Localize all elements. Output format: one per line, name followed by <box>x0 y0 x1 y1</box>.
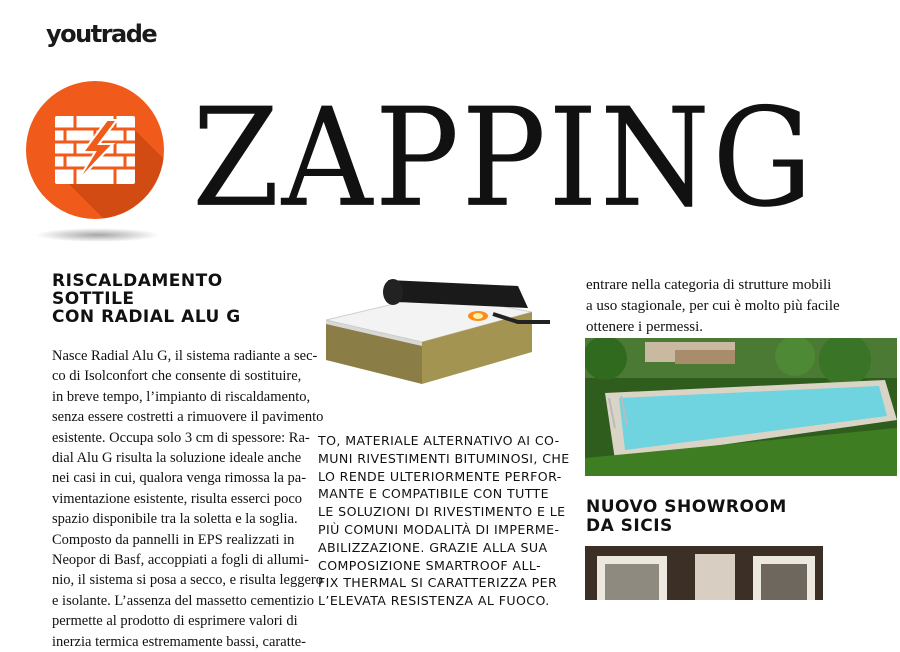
title-line: CON RADIAL ALU G <box>52 307 241 327</box>
article4-title <box>586 498 876 536</box>
swimming-pool-image <box>585 338 897 476</box>
title-line: RISCALDAMENTO <box>52 271 223 291</box>
body-line: dial Alu G risulta la soluzione ideale anche <box>52 450 302 467</box>
body-line: PIÙ COMUNI MODALITÀ DI IMPERME- <box>318 521 560 537</box>
body-line: nio, il sistema si posa a secco, e risulta leggero <box>52 572 323 589</box>
insulation-panel-illustration <box>318 272 568 397</box>
body-line: MUNI RIVESTIMENTI BITUMINOSI, CHE <box>318 450 570 466</box>
body-line: LO RENDE ULTERIORMENTE PERFOR- <box>318 468 562 484</box>
body-line: e isolante. L’assenza del massetto cementizio <box>52 592 314 609</box>
article1-body <box>52 346 324 652</box>
body-line: Composto da pannelli in EPS realizzati in <box>52 531 295 548</box>
body-line: inerzia termica estremamente bassi, caratte- <box>52 633 307 650</box>
body-line: esistente. Occupa solo 3 cm di spessore: Ra- <box>52 429 310 446</box>
product-image <box>318 272 568 397</box>
article3-body <box>586 275 876 338</box>
body-line: L’ELEVATA RESISTENZA AL FUOCO. <box>318 593 550 609</box>
body-line: co di Isolconfort che consente di sostituire, <box>52 368 302 385</box>
showroom-image <box>585 546 823 600</box>
masthead-title: ZAPPING <box>192 78 815 238</box>
body-line: senza essere costretti a rimuovere il pavimento <box>52 409 324 426</box>
body-line: COMPOSIZIONE SMARTROOF ALL- <box>318 557 542 573</box>
body-line: Neopor di Basf, accoppiati a fogli di allumi- <box>52 552 309 569</box>
zapping-badge <box>25 80 165 220</box>
body-line: FIX THERMAL SI CARATTERIZZA PER <box>318 575 558 591</box>
body-line: vimentazione esistente, risulta esserci poco <box>52 490 303 507</box>
body-line: in breve tempo, l’impianto di riscaldamento, <box>52 388 311 405</box>
title-line: SOTTILE <box>52 289 135 309</box>
pool-photo <box>585 338 897 476</box>
body-line: Nasce Radial Alu G, il sistema radiante a sec- <box>52 348 318 364</box>
showroom-photo <box>585 546 823 600</box>
title-line: NUOVO SHOWROOM <box>586 497 787 517</box>
body-line: a uso stagionale, per cui è molto più facile <box>586 298 840 314</box>
body-line: ottenere i permessi. <box>586 319 704 335</box>
badge-shadow <box>35 228 160 242</box>
body-line: ABILIZZAZIONE. GRAZIE ALLA SUA <box>318 539 548 555</box>
body-line: TO, MATERIALE ALTERNATIVO AI CO- <box>318 433 560 448</box>
title-line: DA SICIS <box>586 516 673 536</box>
body-line: MANTE E COMPATIBILE CON TUTTE <box>318 486 550 502</box>
article1-title <box>52 272 302 326</box>
body-line: spazio disponibile tra la soletta e la soglia. <box>52 511 298 528</box>
body-line: permette al prodotto di esprimere valori di <box>52 613 298 630</box>
body-line: entrare nella categoria di strutture mobili <box>586 277 832 293</box>
body-line: nei casi in cui, qualora venga rimossa la pa- <box>52 470 307 487</box>
brick-wall-lightning-icon <box>25 80 165 220</box>
article2-body <box>318 432 570 610</box>
brand-logo: youtrade <box>46 20 157 48</box>
body-line: LE SOLUZIONI DI RIVESTIMENTO E LE <box>318 504 566 520</box>
